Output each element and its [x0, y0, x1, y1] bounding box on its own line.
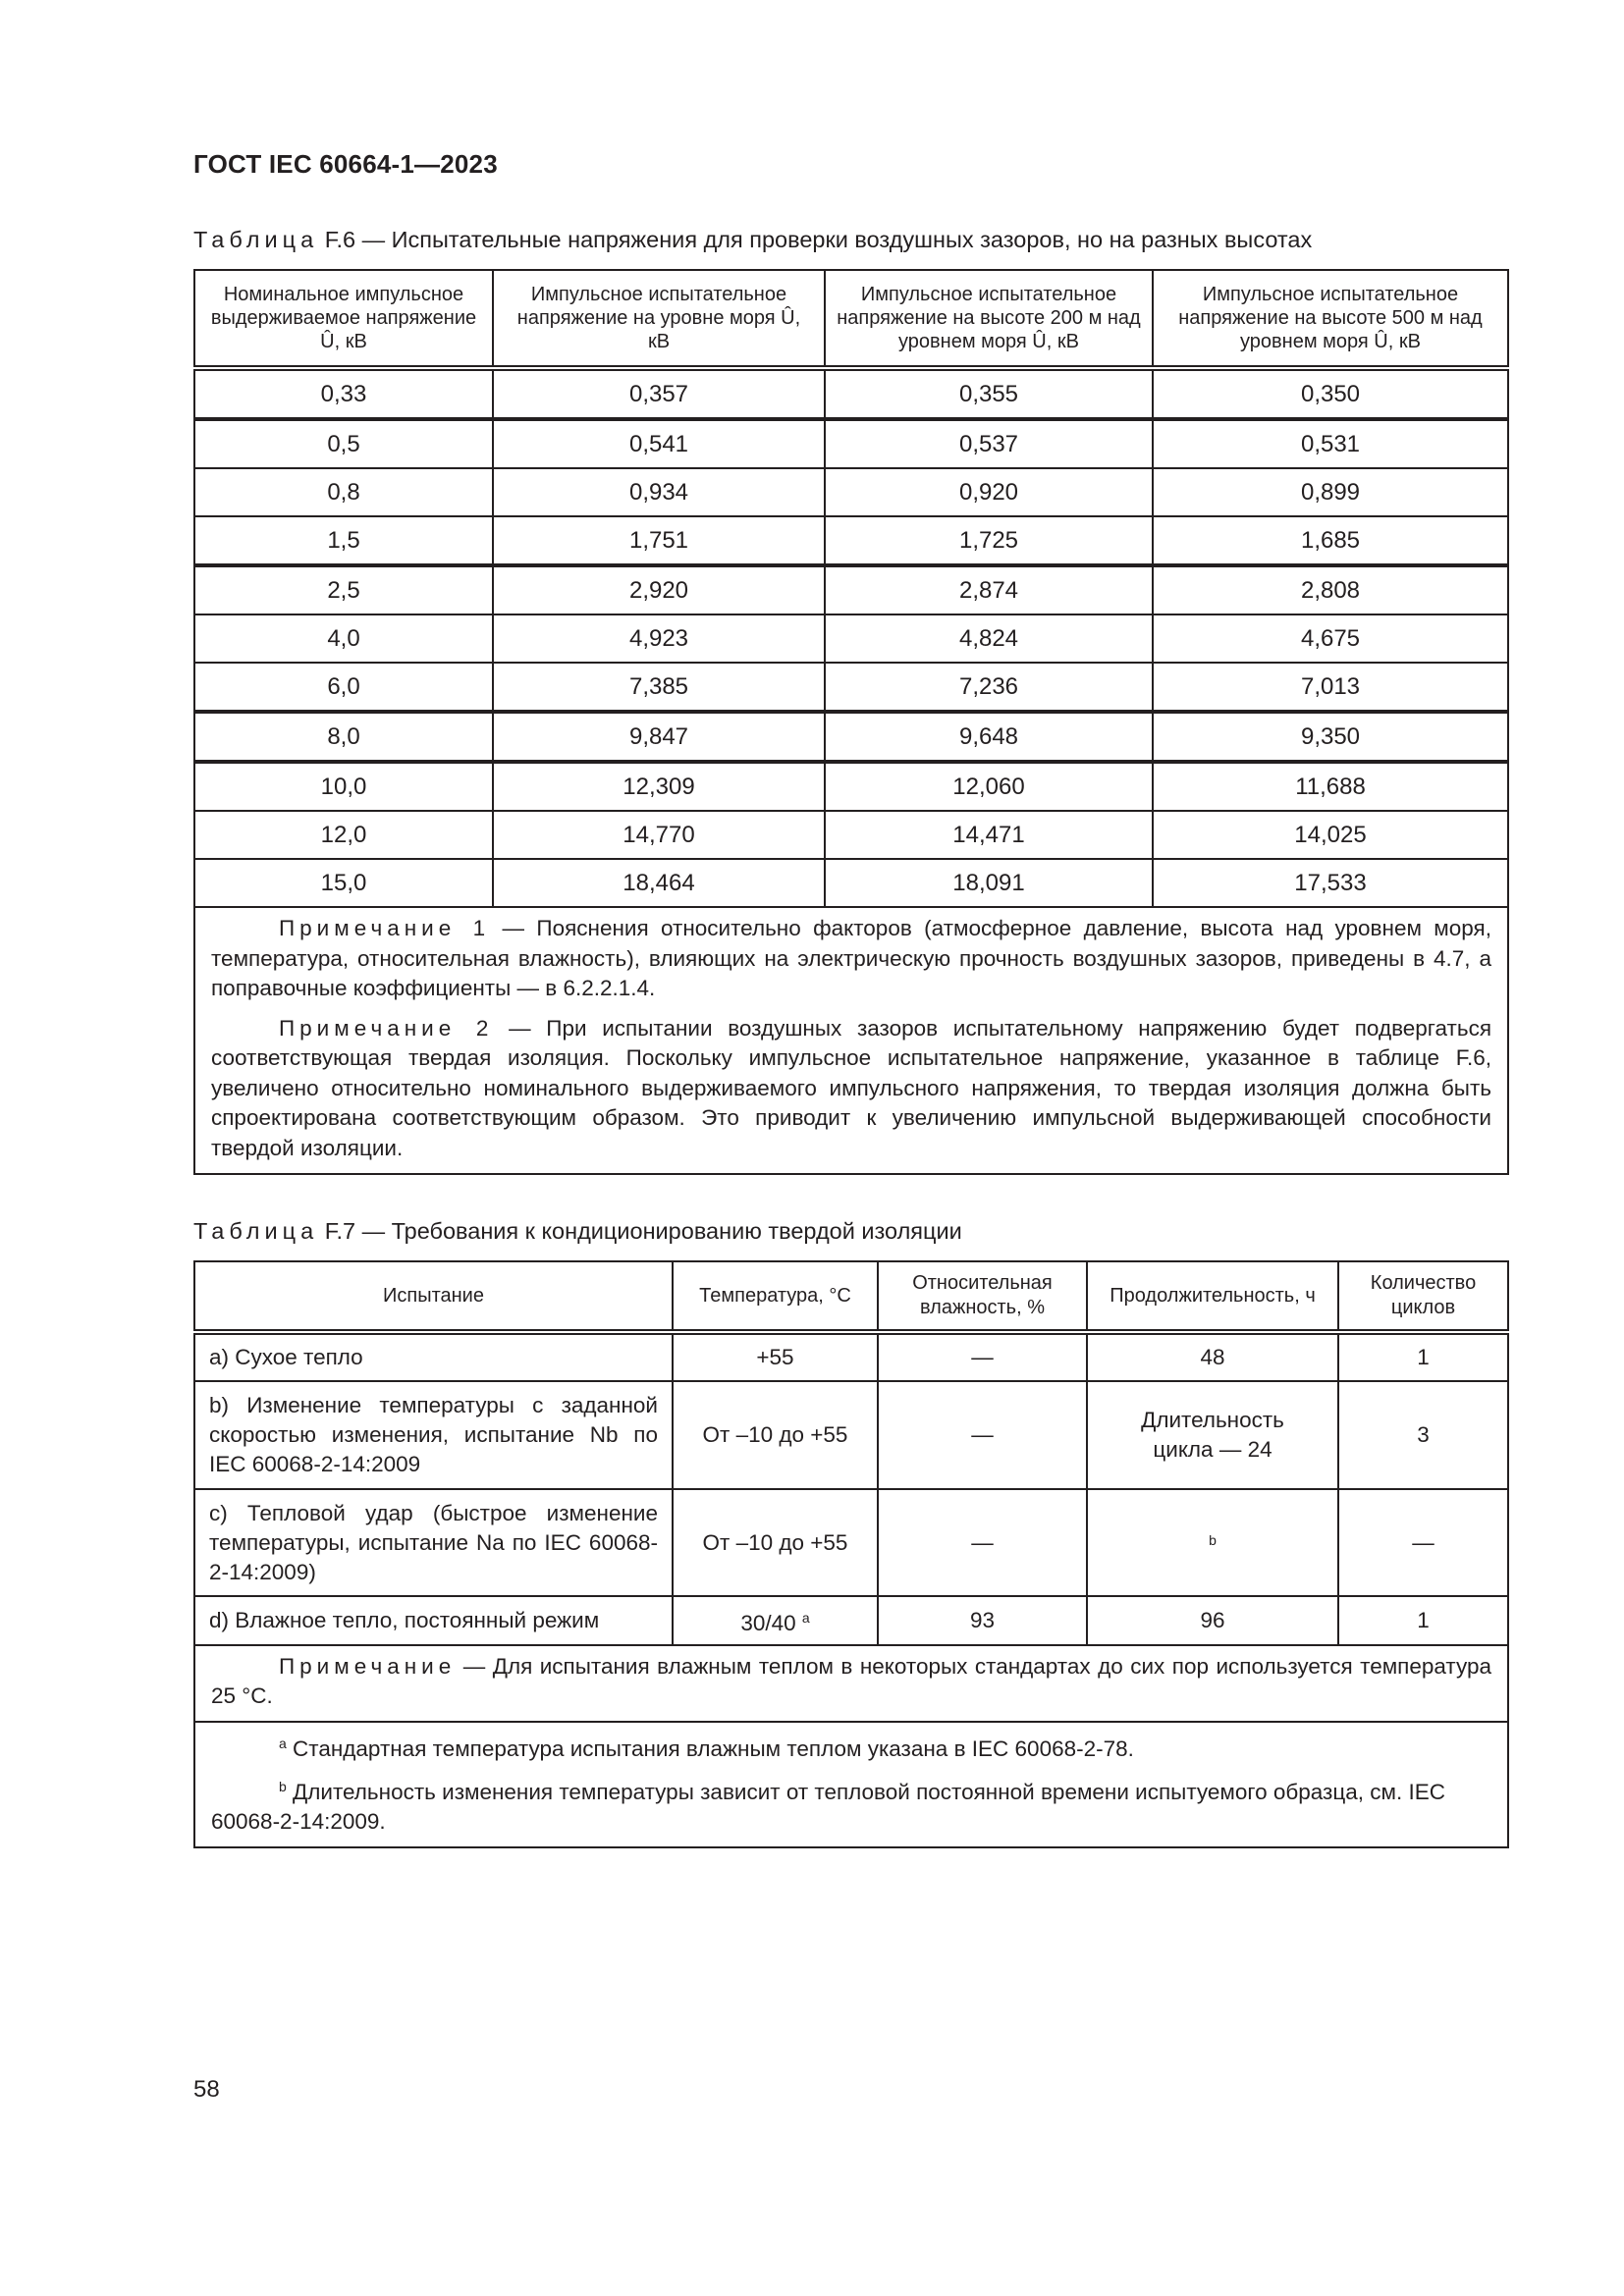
footnote-text: Стандартная температура испытания влажным теплом указана в IEC 60068-2-78. — [286, 1736, 1134, 1761]
table-row — [194, 663, 1508, 712]
table-cell: 18,091 — [825, 859, 1153, 907]
table-cell: 0,541 — [493, 419, 825, 468]
table-row — [194, 1489, 1508, 1596]
table-footnotes — [194, 1722, 1508, 1847]
column-header: Испытание — [194, 1261, 673, 1332]
table-cell: 0,355 — [825, 368, 1153, 419]
table-cell: 12,060 — [825, 762, 1153, 811]
table-cell: 8,0 — [194, 712, 493, 762]
note-text: — Пояснения относительно факторов (атмосферное давление, высота над уровнем моря, температура, относительная влажность), влияющих на электрическую прочность воздушных зазоров, приведены в 4.7, а поправочные коэффициенты — в 6.2.2.1.4. — [211, 916, 1491, 1000]
table-cell: 11,688 — [1153, 762, 1508, 811]
table-cell: 7,385 — [493, 663, 825, 712]
footnote-ref-b: b — [1209, 1531, 1217, 1548]
page-number: 58 — [193, 2076, 220, 2103]
footnote-mark: a — [279, 1735, 287, 1751]
note-label: Примечание — [279, 1654, 457, 1679]
table-notes — [194, 907, 1508, 1174]
table-cell: 6,0 — [194, 663, 493, 712]
table-cell: 0,357 — [493, 368, 825, 419]
note-1 — [211, 914, 1491, 1004]
table-row — [194, 859, 1508, 907]
caption-label: Таблица — [193, 1218, 319, 1244]
table-f6-caption — [193, 227, 1312, 253]
column-header: Температура, °С — [673, 1261, 878, 1332]
table-cell: 0,920 — [825, 468, 1153, 516]
table-cell: 2,920 — [493, 565, 825, 614]
table-cell: 1,685 — [1153, 516, 1508, 565]
table-row — [194, 1332, 1508, 1381]
table-cell: 1,5 — [194, 516, 493, 565]
humidity-cell: — — [878, 1489, 1087, 1596]
duration-cell: 48 — [1087, 1332, 1338, 1381]
note-text: — При испытании воздушных зазоров испытательному напряжению будет подвергаться соответствующая твердая изоляция. Поскольку импульсное испытательное напряжение, указанное в таблице F.6, увеличено относительно номинального выдерживаемого импульсного напряжения, то твердая изоляция должна быть спроектирована соответствующим образом. Это приводит к увеличению импульсной выдерживающей способности твердой изоляции. — [211, 1015, 1492, 1160]
cycles-cell: 1 — [1338, 1332, 1508, 1381]
table-cell: 1,751 — [493, 516, 825, 565]
table-row — [194, 614, 1508, 663]
table-cell: 12,309 — [493, 762, 825, 811]
caption-label: Таблица — [193, 227, 319, 252]
column-header: Номинальное импульсное выдерживаемое напряжение Û, кВ — [194, 270, 493, 368]
test-cell: d) Влажное тепло, постоянный режим — [194, 1596, 673, 1645]
table-row — [194, 565, 1508, 614]
table-f7 — [193, 1260, 1509, 1848]
test-cell: b) Изменение температуры с заданной скоростью изменения, испытание Nb по IEC 60068-2-14:2009 — [194, 1381, 673, 1489]
note — [211, 1652, 1491, 1711]
table-row — [194, 1596, 1508, 1645]
table-header-row — [194, 1261, 1508, 1332]
table-cell: 7,013 — [1153, 663, 1508, 712]
footnote-b — [211, 1772, 1491, 1837]
table-cell: 0,8 — [194, 468, 493, 516]
table-cell: 0,350 — [1153, 368, 1508, 419]
column-header: Относительная влажность, % — [878, 1261, 1087, 1332]
table-cell: 1,725 — [825, 516, 1153, 565]
table-note — [194, 1645, 1508, 1722]
column-header: Импульсное испытательное напряжение на высоте 200 м над уровнем моря Û, кВ — [825, 270, 1153, 368]
note-label: Примечание 2 — [279, 1015, 494, 1041]
table-footnotes-row — [194, 1722, 1508, 1847]
column-header: Количество циклов — [1338, 1261, 1508, 1332]
note-text: — Для испытания влажным теплом в некоторых стандартах до сих пор используется температура 25 °С. — [211, 1654, 1491, 1708]
caption-text: F.7 — Требования к кондиционированию твердой изоляции — [324, 1218, 962, 1244]
table-cell: 14,025 — [1153, 811, 1508, 859]
temperature-cell: От –10 до +55 — [673, 1489, 878, 1596]
note-label: Примечание 1 — [279, 916, 491, 940]
document-title: ГОСТ IEC 60664-1—2023 — [193, 149, 498, 179]
table-cell: 9,847 — [493, 712, 825, 762]
table-cell: 4,0 — [194, 614, 493, 663]
table-row — [194, 811, 1508, 859]
table-cell: 2,874 — [825, 565, 1153, 614]
table-cell: 9,350 — [1153, 712, 1508, 762]
duration-cell — [1087, 1489, 1338, 1596]
column-header: Импульсное испытательное напряжение на уровне моря Û, кВ — [493, 270, 825, 368]
humidity-cell: — — [878, 1381, 1087, 1489]
table-cell: 4,675 — [1153, 614, 1508, 663]
footnote-ref-a: a — [801, 1610, 810, 1626]
table-cell: 0,934 — [493, 468, 825, 516]
table-cell: 18,464 — [493, 859, 825, 907]
footnote-mark: b — [279, 1779, 287, 1794]
temperature-value: 30/40 — [740, 1611, 796, 1635]
cycles-cell: 1 — [1338, 1596, 1508, 1645]
footnote-text: Длительность изменения температуры зависит от тепловой постоянной времени испытуемого образца, см. IEC 60068-2-14:2009. — [211, 1780, 1446, 1834]
table-row — [194, 762, 1508, 811]
table-f6 — [193, 269, 1509, 1175]
column-header: Продолжительность, ч — [1087, 1261, 1338, 1332]
table-cell: 4,923 — [493, 614, 825, 663]
test-cell: а) Сухое тепло — [194, 1332, 673, 1381]
table-row — [194, 468, 1508, 516]
table-f7-caption — [193, 1218, 962, 1245]
table-notes-row — [194, 1645, 1508, 1722]
table-cell: 17,533 — [1153, 859, 1508, 907]
column-header: Импульсное испытательное напряжение на высоте 500 м над уровнем моря Û, кВ — [1153, 270, 1508, 368]
caption-text: F.6 — Испытательные напряжения для проверки воздушных зазоров, но на разных высотах — [324, 227, 1313, 252]
duration-cell: Длительность цикла — 24 — [1087, 1381, 1338, 1489]
table-cell: 14,770 — [493, 811, 825, 859]
table-cell: 9,648 — [825, 712, 1153, 762]
footnote-a — [211, 1729, 1491, 1764]
table-cell: 10,0 — [194, 762, 493, 811]
table-header-row — [194, 270, 1508, 368]
table-cell: 0,33 — [194, 368, 493, 419]
temperature-cell — [673, 1596, 878, 1645]
temperature-cell — [673, 1332, 878, 1381]
table-cell: 14,471 — [825, 811, 1153, 859]
table-row — [194, 368, 1508, 419]
table-cell: 0,899 — [1153, 468, 1508, 516]
table-notes-row — [194, 907, 1508, 1174]
table-cell: 2,808 — [1153, 565, 1508, 614]
table-cell: 12,0 — [194, 811, 493, 859]
duration-cell: 96 — [1087, 1596, 1338, 1645]
table-row — [194, 1381, 1508, 1489]
table-row — [194, 516, 1508, 565]
humidity-cell: 93 — [878, 1596, 1087, 1645]
table-row — [194, 712, 1508, 762]
temperature-value: +55 — [756, 1345, 794, 1369]
table-cell: 0,537 — [825, 419, 1153, 468]
cycles-cell: — — [1338, 1489, 1508, 1596]
cycles-cell: 3 — [1338, 1381, 1508, 1489]
table-cell: 2,5 — [194, 565, 493, 614]
table-row — [194, 419, 1508, 468]
table-cell: 0,5 — [194, 419, 493, 468]
temperature-cell: От –10 до +55 — [673, 1381, 878, 1489]
test-cell: c) Тепловой удар (быстрое изменение температуры, испытание Na по IEC 60068-2-14:2009) — [194, 1489, 673, 1596]
table-cell: 15,0 — [194, 859, 493, 907]
table-cell: 7,236 — [825, 663, 1153, 712]
table-cell: 0,531 — [1153, 419, 1508, 468]
note-2 — [211, 1014, 1491, 1164]
humidity-cell: — — [878, 1332, 1087, 1381]
table-cell: 4,824 — [825, 614, 1153, 663]
